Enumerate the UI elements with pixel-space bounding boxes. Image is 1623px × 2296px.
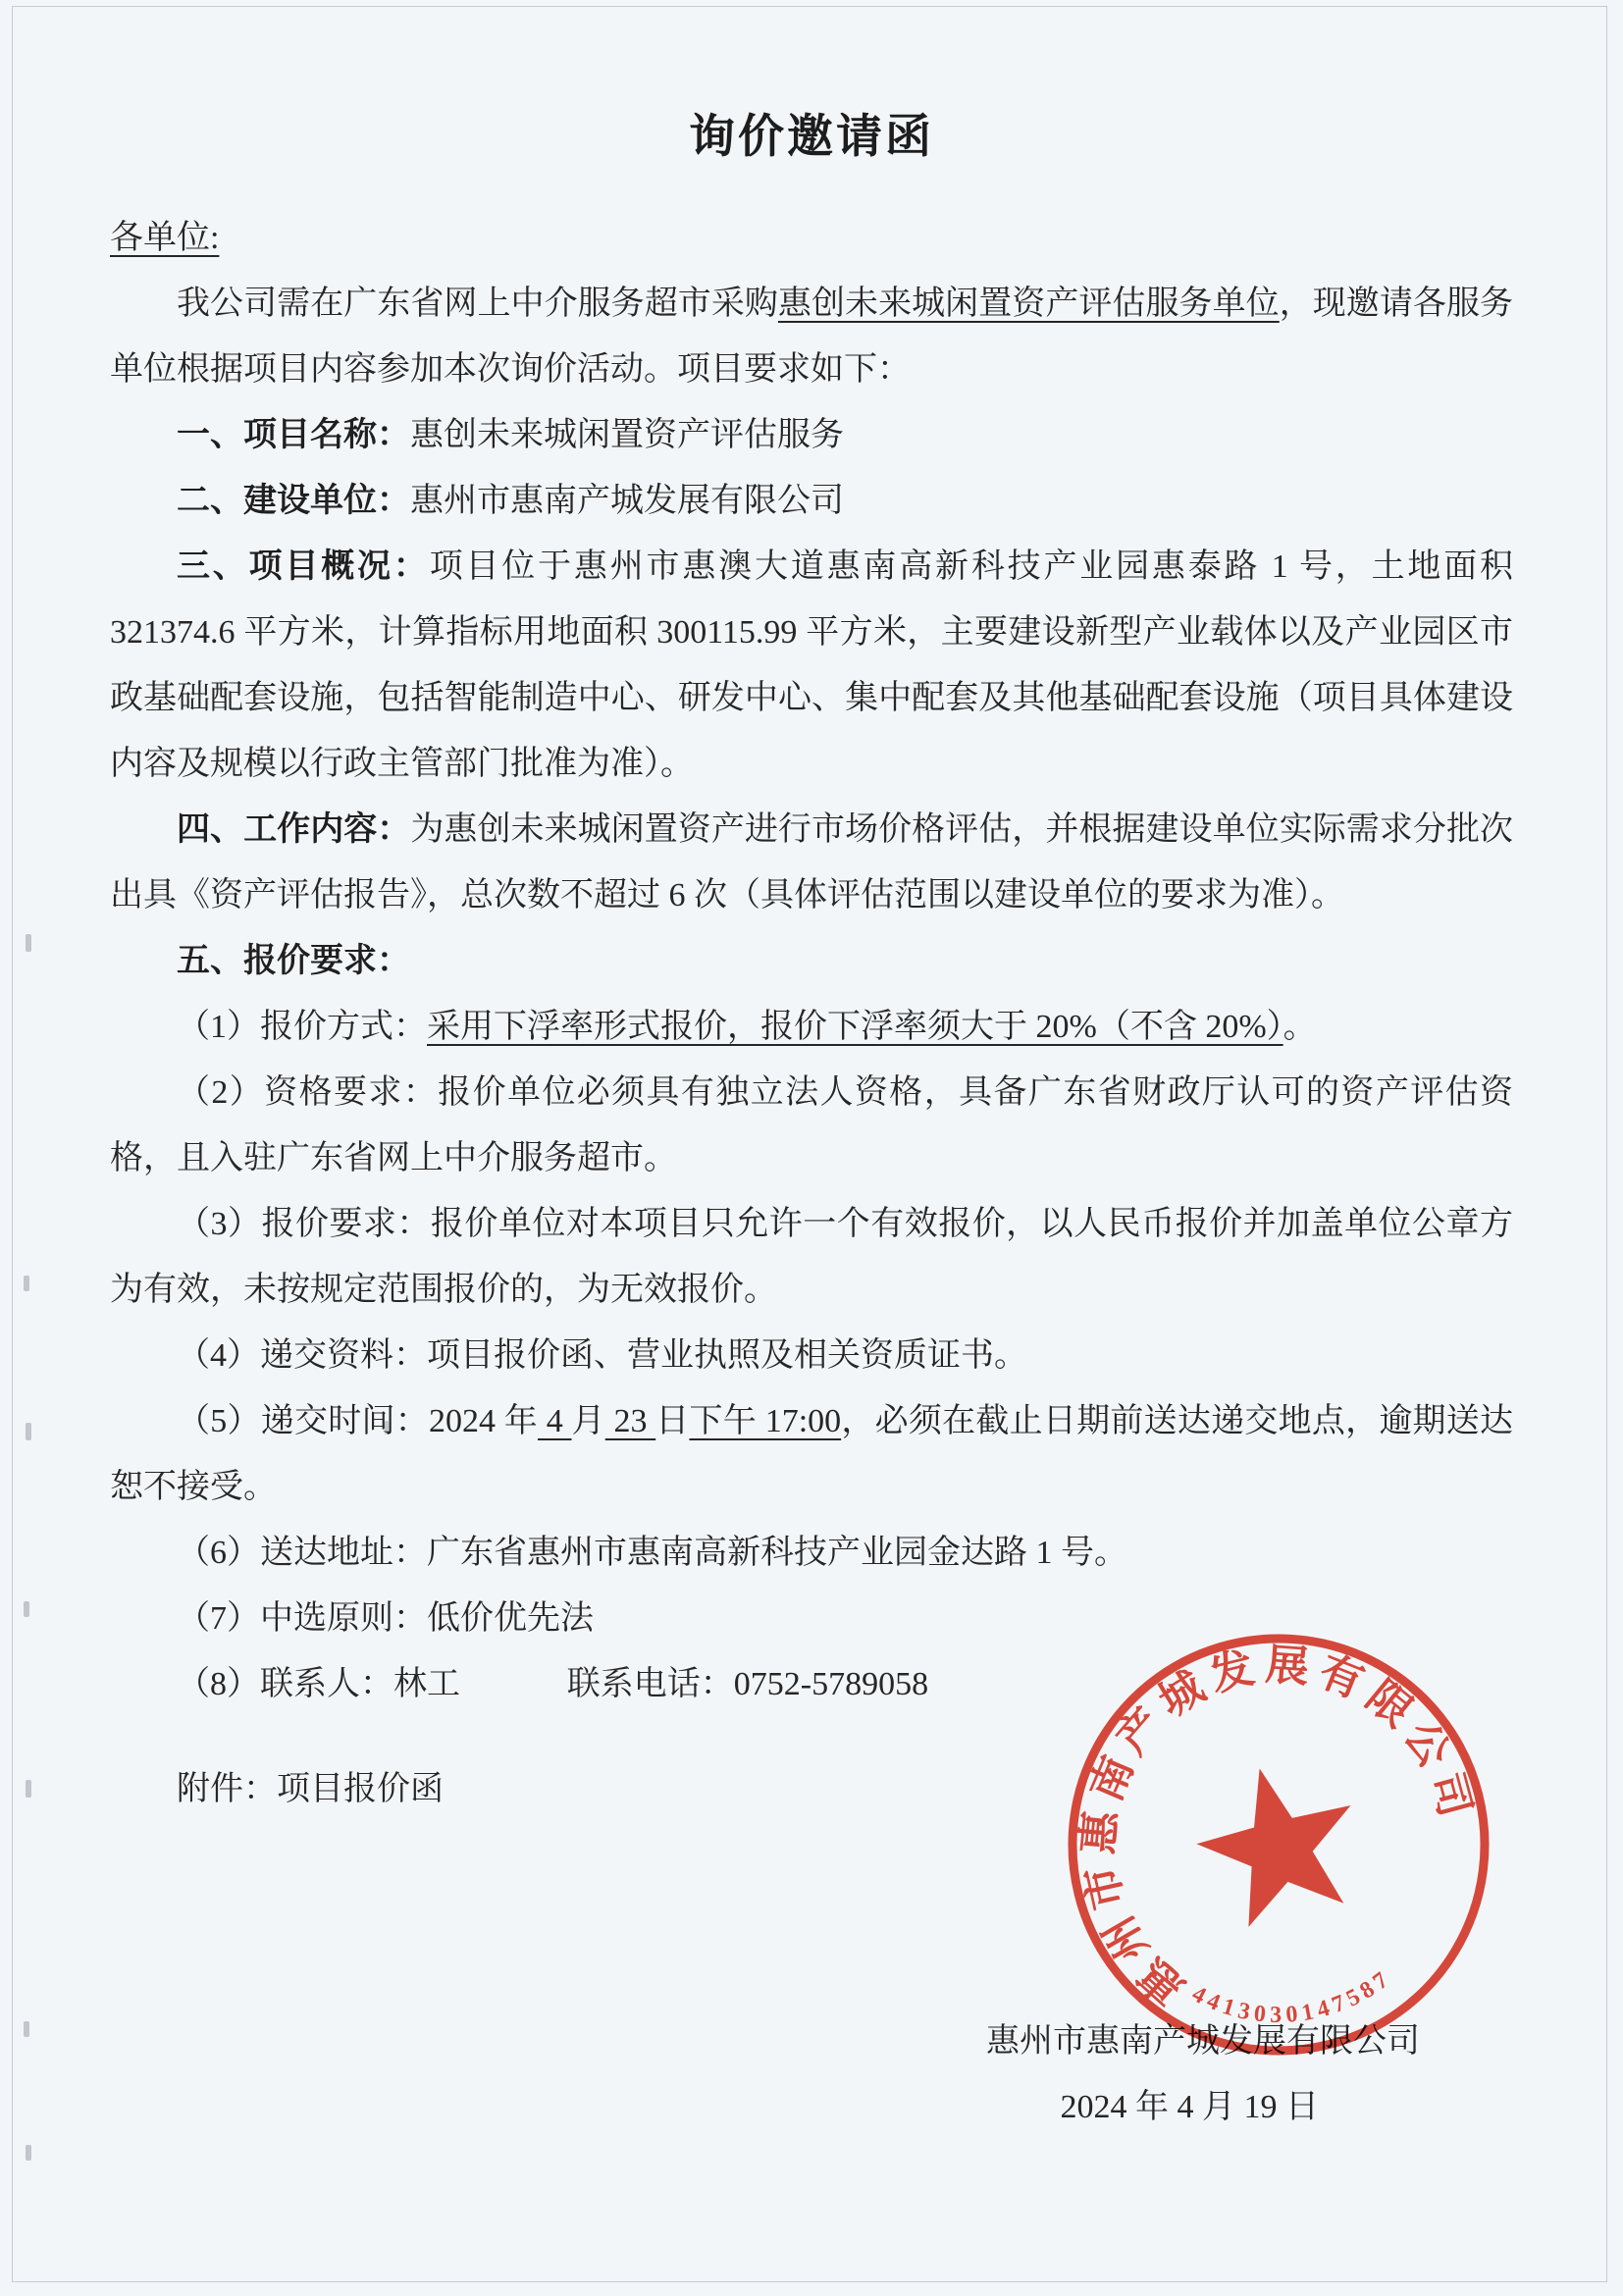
attachment-value: 项目报价函 [277, 1771, 444, 1807]
item-project-overview-value: 项目位于惠州市惠澳大道惠南高新科技产业园惠泰路 1 号，土地面积 321374.6 平方米，计算指标用地面积 300115.99 平方米，主要建设新型产业载体以及产业园区市政基础配套设施，包括智能制造中心、研发中心、集中配套及其他基础配套设施（项目具体建设内容及规模以行政主管部门批准为准）。 [110, 548, 1514, 782]
sub-item-4-label: （4）递交资料： [177, 1337, 427, 1374]
scan-artifact [24, 1601, 29, 1617]
deadline-time: 下午 17:00 [689, 1403, 842, 1439]
sub-item-4-value: 项目报价函、营业执照及相关资质证书。 [427, 1337, 1027, 1374]
scan-artifact [24, 1276, 29, 1291]
item-project-name [110, 402, 1513, 468]
contact-phone-number: 0752-5789058 [733, 1666, 929, 1702]
deadline-rest: ，必须在截止日期前送达递交地点，逾期送达恕不接受。 [110, 1403, 1514, 1505]
sub-item-quotation-method [110, 994, 1513, 1060]
scan-artifact [26, 1780, 31, 1798]
item-work-content-label: 四、工作内容： [177, 810, 411, 848]
signature-date: 2024 年 4 月 19 日 [1060, 2089, 1319, 2125]
item-construction-unit [110, 468, 1513, 534]
contact-phone-label: 联系电话： [566, 1666, 734, 1702]
sub-item-contact [110, 1651, 1513, 1717]
item-project-name-label: 一、项目名称： [177, 416, 410, 453]
seal-code-text: 4413030147587 [1187, 1964, 1397, 2028]
attachment-line [110, 1756, 1513, 1822]
item-work-content [110, 797, 1513, 928]
sub-item-2-value: 报价单位必须具有独立法人资格，具备广东省财政厅认可的资产评估资格，且入驻广东省网上中介服务超市。 [110, 1074, 1514, 1176]
sub-item-quotation-rule [110, 1191, 1513, 1323]
seal-company-text: 惠州市惠南产城发展有限公司 [1073, 1641, 1482, 2013]
signature-company: 惠州市惠南产城发展有限公司 [986, 2023, 1420, 2060]
scan-artifact [26, 1423, 31, 1440]
intro-paragraph [110, 271, 1513, 402]
sub-item-6-label: （6）送达地址： [177, 1535, 427, 1571]
page-title: 询价邀请函 [689, 110, 934, 162]
sub-item-1-label: （1）报价方式： [177, 1009, 427, 1045]
contact-name: 林工 [393, 1666, 460, 1702]
sub-item-1-underlined: 采用下浮率形式报价，报价下浮率须大于 20%（不含 20%） [427, 1009, 1283, 1045]
scan-artifact [26, 2145, 31, 2161]
item-project-overview [110, 534, 1513, 797]
item-project-name-value: 惠创未来城闲置资产评估服务 [410, 417, 844, 453]
intro-underlined-project: 惠创未来城闲置资产评估服务单位 [777, 286, 1280, 322]
attachment-label: 附件： [177, 1771, 277, 1807]
item-work-content-value: 为惠创未来城闲置资产进行市场价格评估，并根据建设单位实际需求分批次出具《资产评估报告》，总次数不超过 6 次（具体评估范围以建设单位的要求为准）。 [110, 811, 1513, 913]
letter-body [110, 100, 1513, 2140]
sub-item-submission-materials [110, 1323, 1513, 1388]
sub-item-selection-principle [110, 1586, 1513, 1651]
deadline-day: 23 [604, 1403, 656, 1439]
sub-item-3-label: （3）报价要求： [177, 1206, 431, 1242]
intro-post: ，现邀请各服务单位根据项目内容参加本次询价活动。项目要求如下： [110, 286, 1514, 388]
deadline-month-word: 月 [571, 1403, 605, 1439]
sub-item-3-value: 报价单位对本项目只允许一个有效报价，以人民币报价并加盖单位公章方为有效，未按规定范围报价的，为无效报价。 [110, 1206, 1514, 1308]
item-project-overview-label: 三、项目概况： [177, 548, 430, 585]
item-quotation-requirements [110, 928, 1513, 994]
sub-item-submission-time [110, 1388, 1513, 1520]
sub-item-qualification [110, 1060, 1513, 1191]
salutation-line [110, 205, 1513, 271]
sub-item-delivery-address [110, 1520, 1513, 1586]
deadline-day-word: 日 [655, 1403, 690, 1439]
sub-item-5-label: （5）递交时间： [177, 1403, 429, 1439]
deadline-month: 4 [537, 1403, 572, 1439]
item-quotation-requirements-label: 五、报价要求： [177, 942, 410, 979]
sub-item-7-label: （7）中选原则： [177, 1600, 427, 1637]
sub-item-6-value: 广东省惠州市惠南高新科技产业园金达路 1 号。 [427, 1535, 1127, 1571]
contact-label: （8）联系人： [177, 1666, 393, 1702]
scan-artifact [26, 934, 31, 952]
deadline-year: 2024 年 [428, 1403, 538, 1439]
item-construction-unit-label: 二、建设单位： [177, 482, 410, 519]
sub-item-7-value: 低价优先法 [427, 1600, 594, 1637]
salutation: 各单位: [110, 220, 220, 256]
scan-artifact [24, 2021, 29, 2037]
item-construction-unit-value: 惠州市惠南产城发展有限公司 [410, 483, 844, 519]
sub-item-2-label: （2）资格要求： [177, 1074, 439, 1111]
intro-pre: 我公司需在广东省网上中介服务超市采购 [177, 286, 778, 322]
sub-item-1-post: 。 [1283, 1009, 1317, 1045]
